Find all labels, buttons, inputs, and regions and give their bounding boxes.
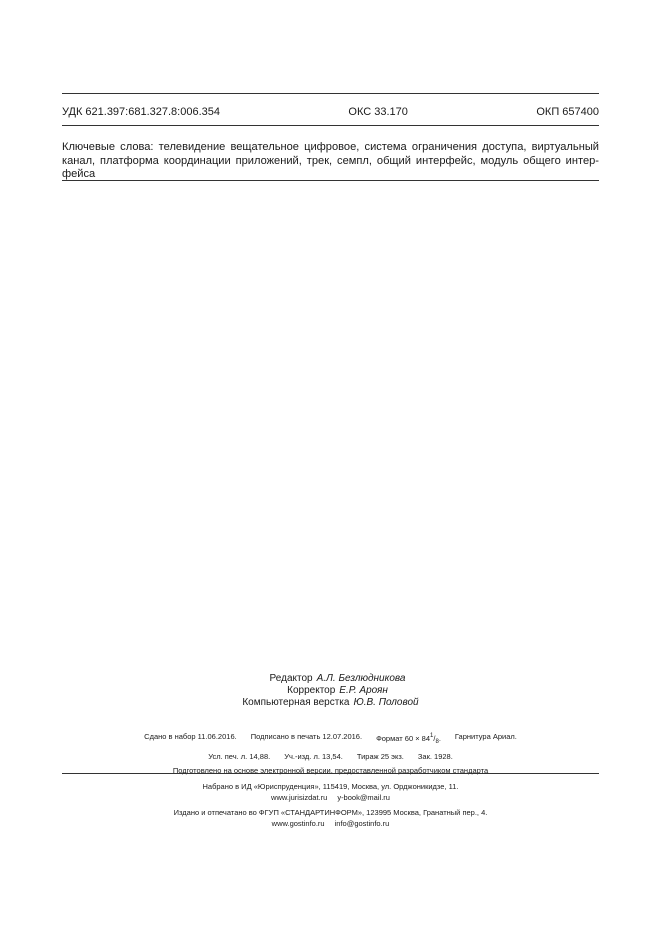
printed-line: Издано и отпечатано во ФГУП «СТАНДАРТИНФОРМ», 123995 Москва, Гранатный пер., 4. — [173, 808, 488, 817]
printed-web-link[interactable]: www.gostinfo.ru — [271, 819, 325, 828]
typeface: Гарнитура Ариал. — [454, 732, 517, 741]
typeset-mail-link[interactable]: y-book@mail.ru — [337, 793, 390, 802]
typeset-web-link[interactable]: www.jurisizdat.ru — [271, 793, 328, 802]
printed-mail-link[interactable]: info@gostinfo.ru — [334, 819, 390, 828]
classification-row — [62, 106, 599, 118]
printed-contacts — [62, 818, 599, 829]
keywords-paragraph: Ключевые слова: телевидение вещательное цифровое, система ограничения доступа, виртуальный канал, платформа координации приложений, трек, семпл, общий интерфейс, модуль общего интер-фейса — [62, 141, 599, 180]
udc-rule — [62, 125, 599, 126]
print-sheets: Усл. печ. л. 14,88. — [208, 752, 271, 761]
credit-name: Ю.В. Половой — [353, 697, 419, 708]
udk-code: УДК 621.397:681.327.8:006.354 — [62, 106, 220, 118]
oks-code: ОКС 33.170 — [348, 106, 408, 118]
set-date: Сдано в набор 11.06.2016. — [144, 732, 237, 741]
typeset-line: Набрано в ИД «Юриспруденция», 115419, Москва, ул. Орджоникидзе, 11. — [202, 782, 459, 791]
imprint-row-2 — [62, 751, 599, 762]
publisher-block — [62, 781, 599, 829]
typeset-contacts — [62, 792, 599, 803]
order-number: Зак. 1928. — [417, 752, 453, 761]
print-run: Тираж 25 экз. — [356, 752, 404, 761]
credit-layout — [0, 697, 661, 709]
imprint-block — [62, 731, 599, 776]
credit-corrector — [0, 685, 661, 697]
edit-sheets: Уч.-изд. л. 13,54. — [284, 752, 343, 761]
top-rule — [62, 93, 599, 94]
credit-role: Компьютерная верстка — [242, 697, 350, 708]
signed-date: Подписано в печать 12.07.2016. — [250, 732, 363, 741]
credit-name: Е.Р. Ароян — [339, 685, 388, 696]
keywords-rule — [62, 180, 599, 181]
okp-code: ОКП 657400 — [536, 106, 599, 118]
credit-name: А.Л. Безлюдникова — [316, 673, 406, 684]
source-note: Подготовлено на основе электронной версии, предоставленной разработчиком стандарта — [172, 766, 489, 775]
paper-format: Формат $60 \times 84^1/_8$. — [376, 733, 441, 745]
imprint-rule — [62, 773, 599, 774]
credit-editor — [0, 673, 661, 685]
credit-role: Редактор — [269, 673, 313, 684]
credit-role: Корректор — [287, 685, 336, 696]
imprint-row-1 — [62, 731, 599, 748]
credits-block — [0, 673, 661, 709]
